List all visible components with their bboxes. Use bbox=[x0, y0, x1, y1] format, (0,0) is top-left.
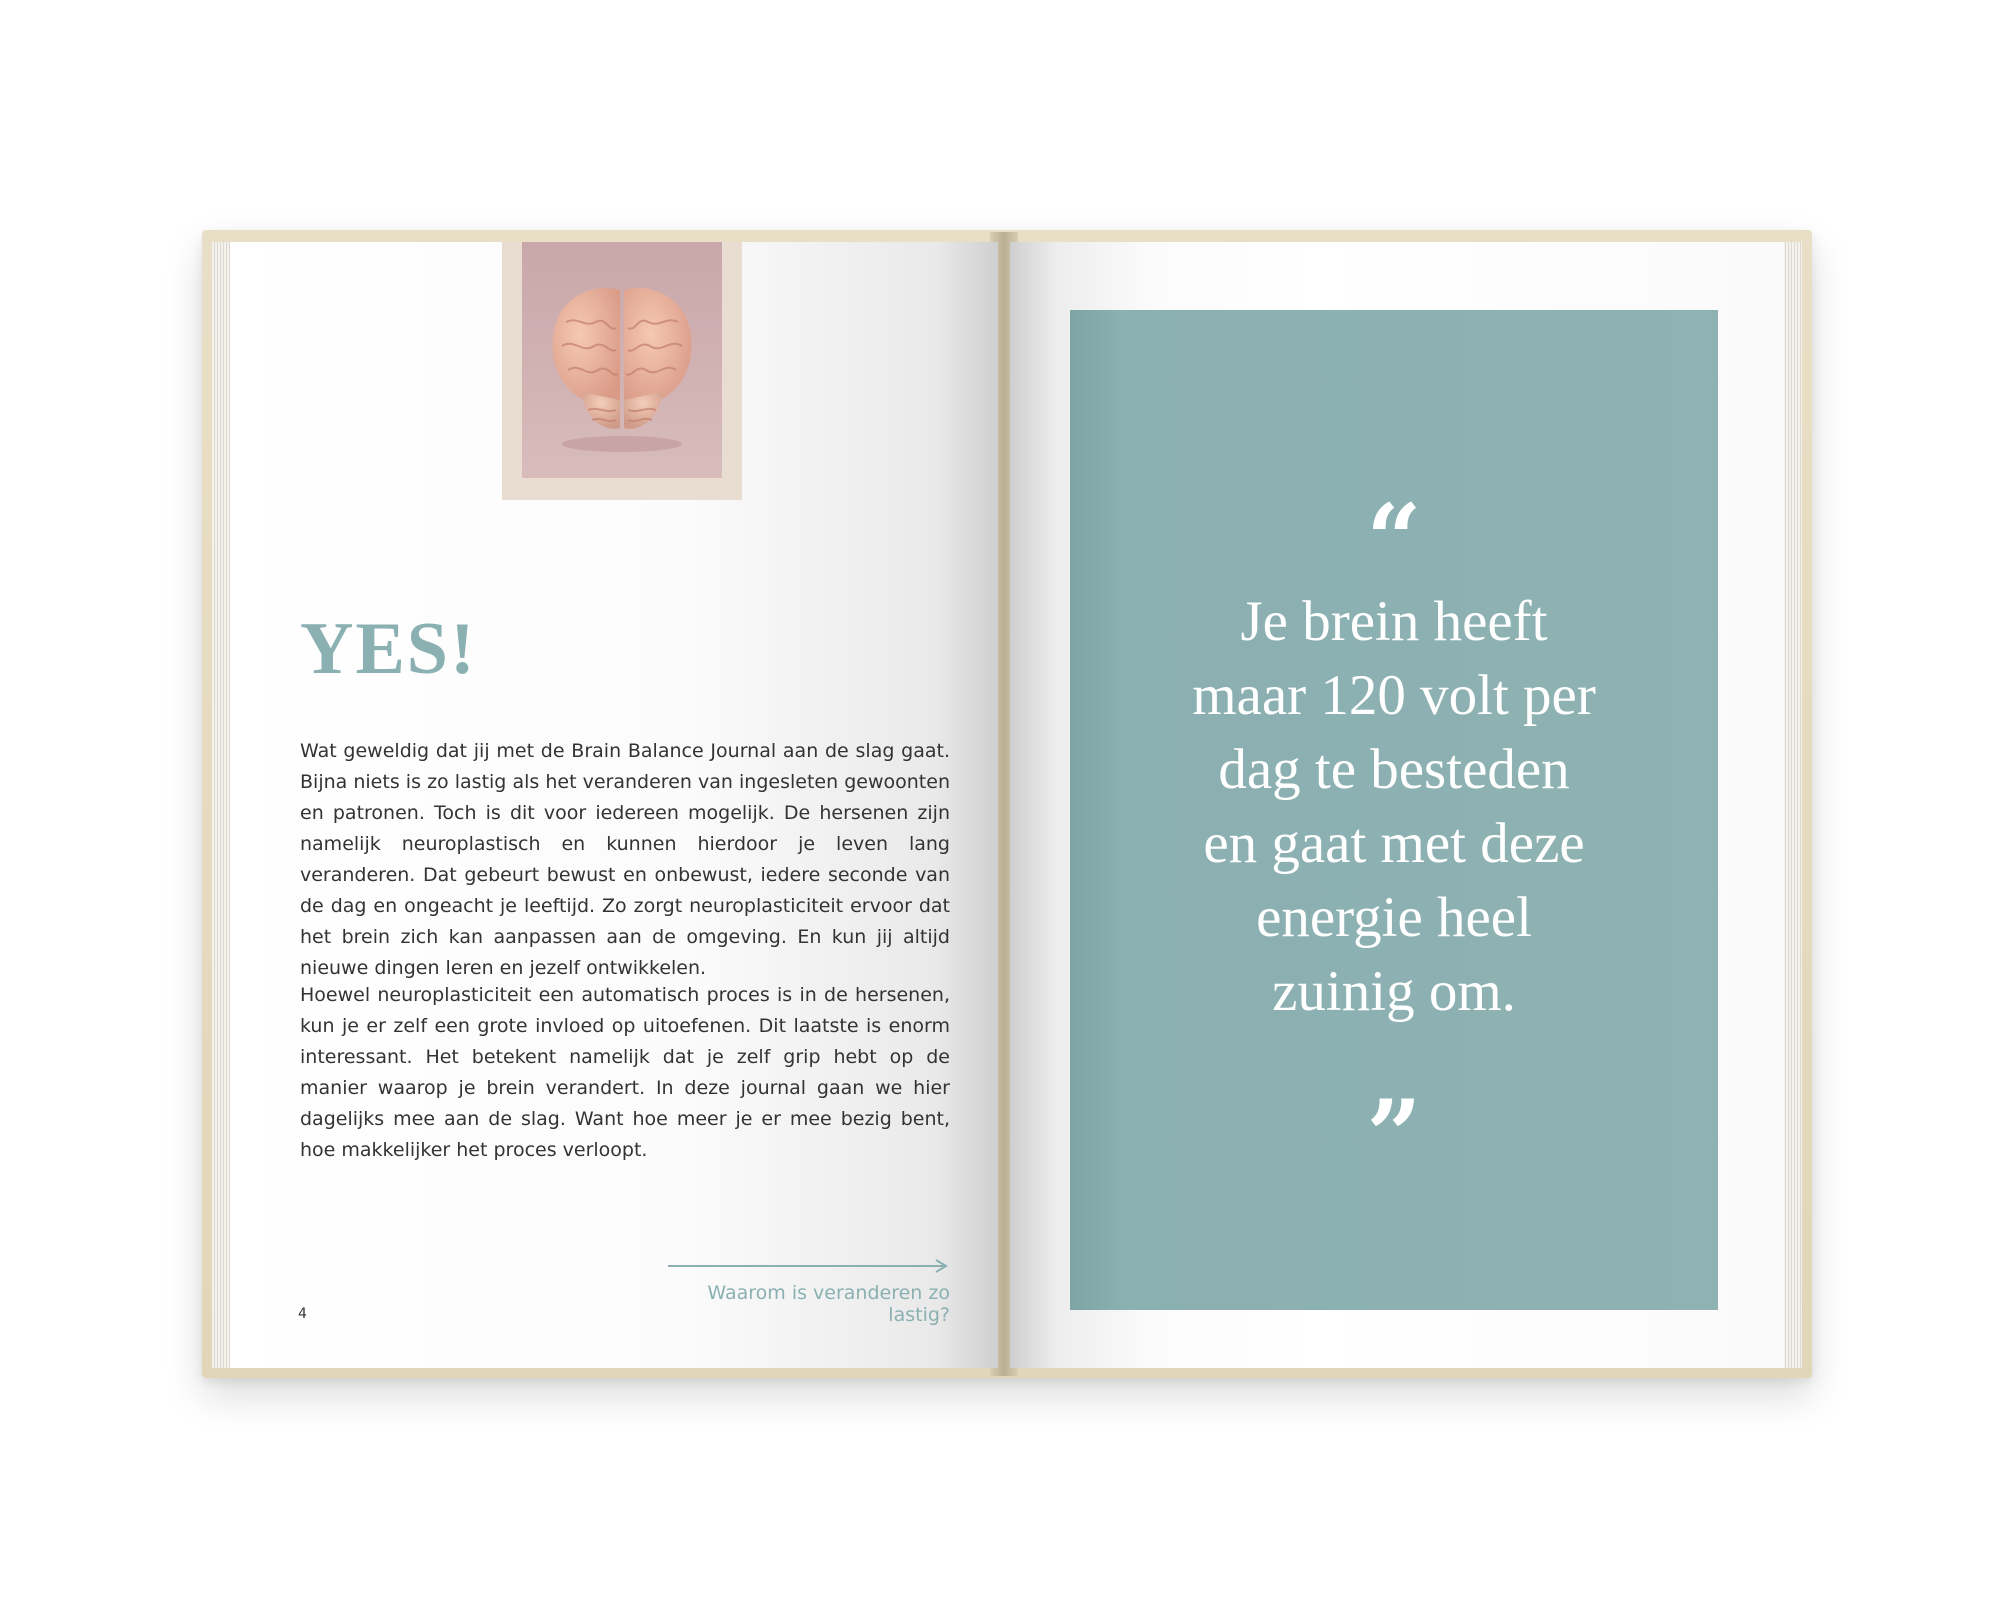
quote-line: dag te besteden bbox=[1218, 738, 1570, 801]
next-chapter-link[interactable]: Waarom is veranderen zo lastig? bbox=[707, 1282, 950, 1326]
quote-line: zuinig om. bbox=[1272, 960, 1516, 1023]
quote-text bbox=[1094, 585, 1694, 1029]
intro-paragraph: Wat geweldig dat jij met de Brain Balance Journal aan de slag gaat. Bijna niets is zo lastig als het veranderen van ingesleten gewoonten en patronen. Toch is dit voor iedereen mogelijk. De hersenen zijn namelijk neuroplastisch en kunnen hierdoor je leven lang veranderen. Dat gebeurt bewust en onbewust, iedere seconde van de dag en ongeacht je leeftijd. Zo zorgt neuroplasticiteit ervoor dat het brein zich kan aanpassen aan de omgeving. En kun jij altijd nieuwe dingen leren en jezelf ontwikkelen. bbox=[300, 740, 950, 979]
second-paragraph: Hoewel neuroplasticiteit een automatisch proces is in de hersenen, kun je er zelf een grote invloed op uitoefenen. Dit laatste is enorm interessant. Het betekent namelijk dat je zelf grip hebt op de manier waarop je brein verandert. In deze journal gaan we hier dagelijks mee aan de slag. Want hoe meer je er mee bezig bent, hoe makkelijker het proces verloopt. bbox=[300, 984, 950, 1161]
quote-line: Je brein heeft bbox=[1240, 590, 1548, 653]
quote-line: maar 120 volt per bbox=[1192, 664, 1596, 727]
quote-panel bbox=[1070, 310, 1718, 1310]
right-page bbox=[1010, 242, 1784, 1368]
left-page bbox=[230, 242, 998, 1368]
next-chapter-arrow-icon bbox=[668, 1258, 950, 1274]
brain-photo-frame bbox=[502, 242, 742, 500]
quote-line: en gaat met deze bbox=[1203, 812, 1585, 875]
close-quote-icon: ” bbox=[1366, 1079, 1422, 1192]
open-quote-icon: “ bbox=[1366, 483, 1422, 596]
quote-line: energie heel bbox=[1256, 886, 1532, 949]
brain-illustration bbox=[522, 242, 722, 478]
page-heading: YES! bbox=[300, 608, 477, 690]
page-number: 4 bbox=[298, 1306, 307, 1322]
brain-photo bbox=[522, 242, 722, 478]
